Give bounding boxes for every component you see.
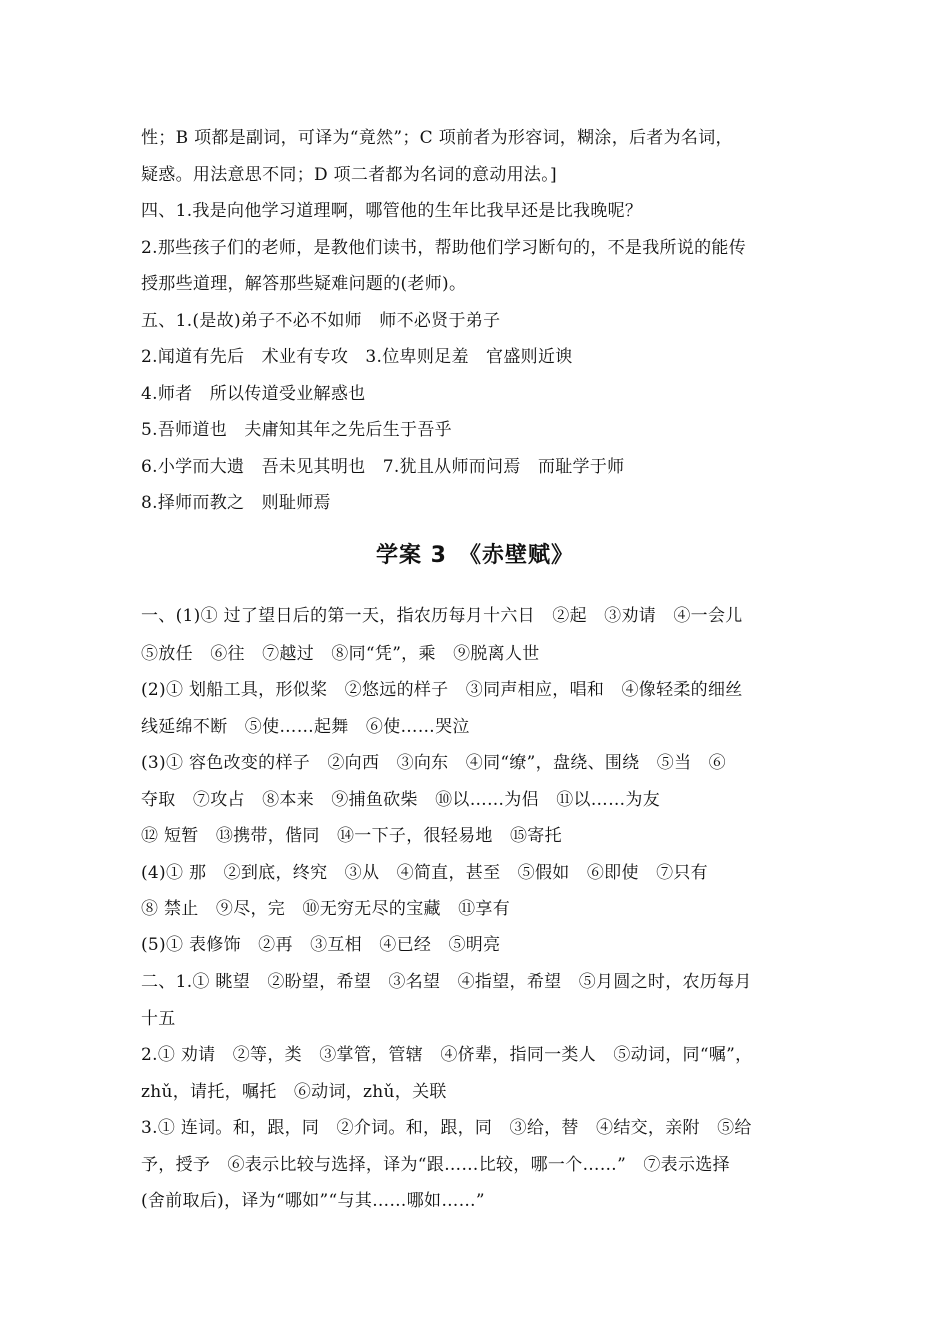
text-line: 四、1.我是向他学习道理啊，哪管他的生年比我早还是比我晚呢？ — [141, 201, 643, 221]
text-line: ⑧ 禁止 ⑨尽，完 ⑩无穷无尽的宝藏 ⑪享有 — [141, 899, 511, 919]
text-line: 二、1.① 眺望 ②盼望，希望 ③名望 ④指望，希望 ⑤月圆之时，农历每月 — [141, 972, 752, 992]
text-line: 性；B 项都是副词，可译为“竟然”；C 项前者为形容词，糊涂，后者为名词， — [141, 128, 733, 148]
text-line: (2)① 划船工具，形似桨 ②悠远的样子 ③同声相应，唱和 ④像轻柔的细丝 — [141, 680, 743, 700]
text-line: ⑫ 短暂 ⑬携带，偕同 ⑭一下子，很轻易地 ⑮寄托 — [141, 826, 562, 846]
text-line: 4.师者 所以传道受业解惑也 — [141, 384, 366, 404]
section-heading: 学案 3 《赤壁赋》 — [376, 543, 574, 568]
text-line: 2.① 劝请 ②等，类 ③掌管，管辖 ④侪辈，指同一类人 ⑤动词，同“嘱”， — [141, 1045, 753, 1065]
text-line: 8.择师而教之 则耻师焉 — [141, 493, 331, 513]
text-line: 授那些道理，解答那些疑难问题的(老师)。 — [141, 274, 467, 294]
text-line: 十五 — [141, 1009, 176, 1029]
text-line: 2.闻道有先后 术业有专攻 3.位卑则足羞 官盛则近谀 — [141, 347, 573, 367]
text-line: 线延绵不断 ⑤使……起舞 ⑥使……哭泣 — [141, 717, 470, 737]
text-line: 五、1.(是故)弟子不必不如师 师不必贤于弟子 — [141, 311, 501, 331]
text-line: (舍前取后)，译为“哪如”“与其……哪如……” — [141, 1191, 485, 1211]
text-line: (4)① 那 ②到底，终究 ③从 ④简直，甚至 ⑤假如 ⑥即使 ⑦只有 — [141, 863, 708, 883]
text-line: ⑤放任 ⑥往 ⑦越过 ⑧同“凭”，乘 ⑨脱离人世 — [141, 644, 540, 664]
text-line: 一、(1)① 过了望日后的第一天，指农历每月十六日 ②起 ③劝请 ④一会儿 — [141, 606, 743, 626]
text-line: 夺取 ⑦攻占 ⑧本来 ⑨捕鱼砍柴 ⑩以……为侣 ⑪以……为友 — [141, 790, 660, 810]
text-line: zhǔ，请托，嘱托 ⑥动词，zhǔ，关联 — [141, 1082, 447, 1102]
text-line: 6.小学而大遗 吾未见其明也 7.犹且从师而问焉 而耻学于师 — [141, 457, 625, 477]
text-line: 疑惑。用法意思不同；D 项二者都为名词的意动用法。] — [141, 165, 557, 185]
text-line: 3.① 连词。和，跟，同 ②介词。和，跟，同 ③给，替 ④结交，亲附 ⑤给 — [141, 1118, 752, 1138]
text-line: (5)① 表修饰 ②再 ③互相 ④已经 ⑤明亮 — [141, 935, 501, 955]
text-line: 予，授予 ⑥表示比较与选择，译为“跟……比较，哪一个……” ⑦表示选择 — [141, 1155, 730, 1175]
text-line: 5.吾师道也 夫庸知其年之先后生于吾乎 — [141, 420, 452, 440]
text-line: 2.那些孩子们的老师，是教他们读书，帮助他们学习断句的，不是我所说的能传 — [141, 238, 747, 258]
text-line: (3)① 容色改变的样子 ②向西 ③向东 ④同“缭”，盘绕、围绕 ⑤当 ⑥ — [141, 753, 726, 773]
